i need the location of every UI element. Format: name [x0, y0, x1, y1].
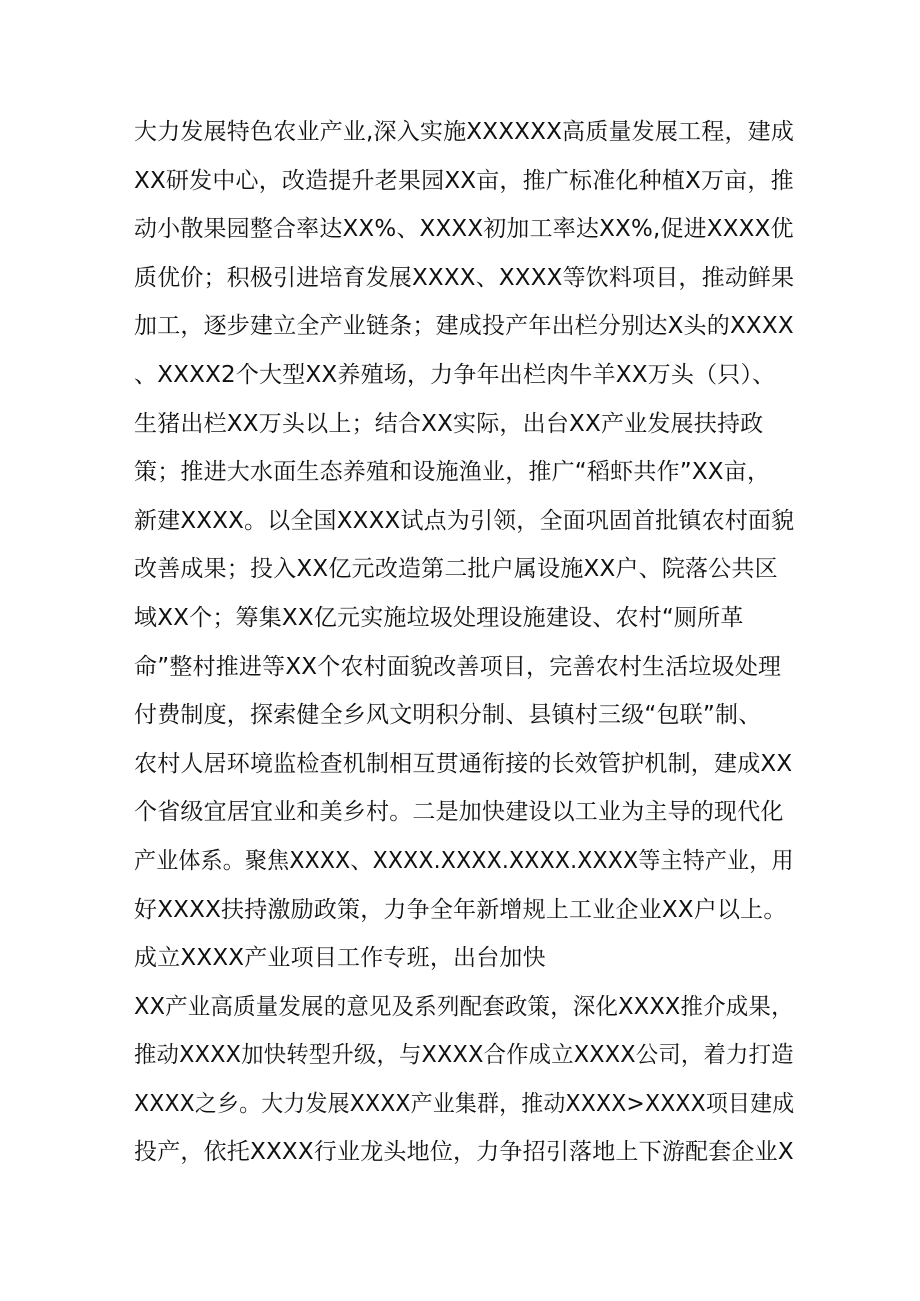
text-line-6: 、XXXX2个大型XX养殖场，力争年出栏肉牛羊XX万头（只）、 — [134, 361, 776, 388]
text-line-2: XX研发中心，改造提升老果园XX亩，推广标准化种植X万亩，推 — [134, 167, 794, 194]
text-line-13: 付费制度，探索健全乡风文明积分制、县镇村三级“包联”制、 — [134, 702, 762, 729]
text-line-14: 农村人居环境监检查机制相互贯通衔接的长效管护机制，建成XX — [134, 750, 793, 777]
text-line-7: 生猪出栏XX万头以上；结合XX实际，出台XX产业发展扶持政 — [134, 410, 764, 437]
text-line-21: XXXX之乡。大力发展XXXX产业集群，推动XXXX>XXXX项目建成 — [134, 1090, 795, 1117]
body-text — [134, 108, 794, 1177]
text-line-22: 投产，依托XXXX行业龙头地位，力争招引落地上下游配套企业X — [134, 1139, 794, 1166]
text-line-4: 质优价；积极引进培育发展XXXX、XXXX等饮料项目，推动鲜果 — [134, 264, 795, 291]
text-line-12: 命”整村推进等XX个农村面貌改善项目，完善农村生活垃圾处理 — [134, 653, 782, 680]
text-line-19: XX产业高质量发展的意见及系列配套政策，深化XXXX推介成果， — [134, 993, 794, 1020]
text-line-1: 大力发展特色农业产业,深入实施XXXXXX高质量发展工程，建成 — [134, 119, 795, 145]
text-line-10: 改善成果；投入XX亿元改造第二批户属设施XX户、院落公共区 — [134, 556, 778, 583]
text-line-5: 加工，逐步建立全产业链条；建成投产年出栏分别达X头的XXXX — [134, 313, 794, 340]
text-line-9: 新建XXXX。以全国XXXX试点为引领，全面巩固首批镇农村面貌 — [134, 507, 795, 534]
text-line-11: 域XX个；筹集XX亿元实施垃圾处理设施建设、农村“厕所革 — [134, 604, 744, 631]
text-line-20: 推动XXXX加快转型升级，与XXXX合作成立XXXX公司，着力打造 — [134, 1042, 794, 1069]
text-line-16: 产业体系。聚焦XXXX、XXXX.XXXX.XXXX.XXXX等主特产业，用 — [134, 847, 794, 874]
text-line-17: 好XXXX扶持激励政策，力争全年新增规上工业企业XX户以上。 — [134, 896, 787, 923]
text-line-3: 动小散果园整合率达XX%、XXXX初加工率达XX%,促进XXXX优 — [134, 216, 794, 243]
text-line-15: 个省级宜居宜业和美乡村。二是加快建设以工业为主导的现代化 — [134, 799, 784, 826]
text-line-8: 策；推进大水面生态养殖和设施渔业，推广“稻虾共作”XX亩， — [134, 459, 771, 486]
text-line-18: 成立XXXX产业项目工作专班，出台加快 — [134, 945, 546, 972]
